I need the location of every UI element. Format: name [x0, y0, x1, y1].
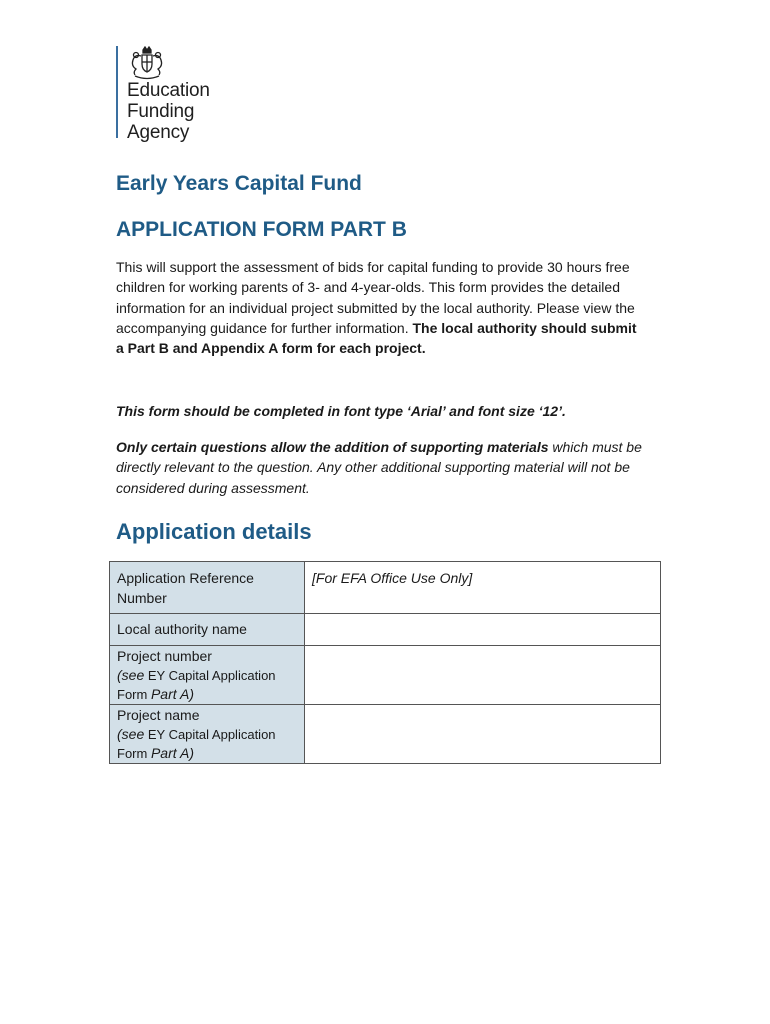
agency-name-line: Agency: [127, 122, 190, 143]
agency-name-line: Education: [127, 80, 210, 101]
form-reference: EY Capital Application Form: [117, 727, 276, 761]
table-row: [110, 705, 661, 764]
row-label: [110, 705, 305, 764]
form-title: APPLICATION FORM PART B: [116, 218, 407, 241]
font-instruction: This form should be completed in font type ‘Arial’ and font size ‘12’.: [116, 403, 566, 419]
intro-text: This will support the assessment of bids for capital funding to provide 30 hours free children for working parents of 3- and 4-year-olds. This form provides the detailed information for an individual project submitted by the local authority. Please view the accompanying guidance for further information.: [116, 259, 635, 336]
document-title: Early Years Capital Fund: [116, 172, 362, 195]
part-reference: Part A): [150, 686, 194, 702]
supporting-materials-bold: Only certain questions allow the addition of supporting materials: [116, 439, 549, 455]
part-reference: Part A): [150, 745, 194, 761]
row-label: Application Reference Number: [110, 562, 305, 614]
form-reference: EY Capital Application Form: [117, 668, 276, 702]
row-label: Local authority name: [110, 614, 305, 646]
intro-paragraph: [116, 257, 646, 358]
agency-name: [127, 80, 210, 143]
agency-name-line: Funding: [127, 101, 195, 122]
project-name-field[interactable]: [305, 705, 661, 764]
row-label-note: [117, 725, 297, 763]
see-text: (see: [117, 726, 145, 742]
section-heading: Application details: [116, 519, 312, 544]
intro-bold-text: The local authority should submit a Part B and Appendix A form for each project.: [116, 319, 637, 357]
row-label-title: Project name: [117, 707, 200, 723]
table-row: [110, 562, 661, 614]
royal-coat-of-arms-icon: [127, 46, 167, 80]
see-text: (see: [117, 667, 145, 683]
table-row: [110, 646, 661, 705]
project-number-field[interactable]: [305, 646, 661, 705]
row-label-title: Project number: [117, 648, 212, 664]
supporting-materials-text: which must be directly relevant to the question. Any other additional supporting material will not be considered during assessment.: [116, 439, 642, 496]
application-details-table: [109, 561, 661, 764]
row-label-note: [117, 666, 297, 704]
agency-logo: [116, 46, 210, 143]
row-label: [110, 646, 305, 705]
table-row: [110, 614, 661, 646]
supporting-materials-note: [116, 437, 656, 498]
local-authority-name-field[interactable]: [305, 614, 661, 646]
reference-number-field[interactable]: [For EFA Office Use Only]: [305, 562, 661, 614]
